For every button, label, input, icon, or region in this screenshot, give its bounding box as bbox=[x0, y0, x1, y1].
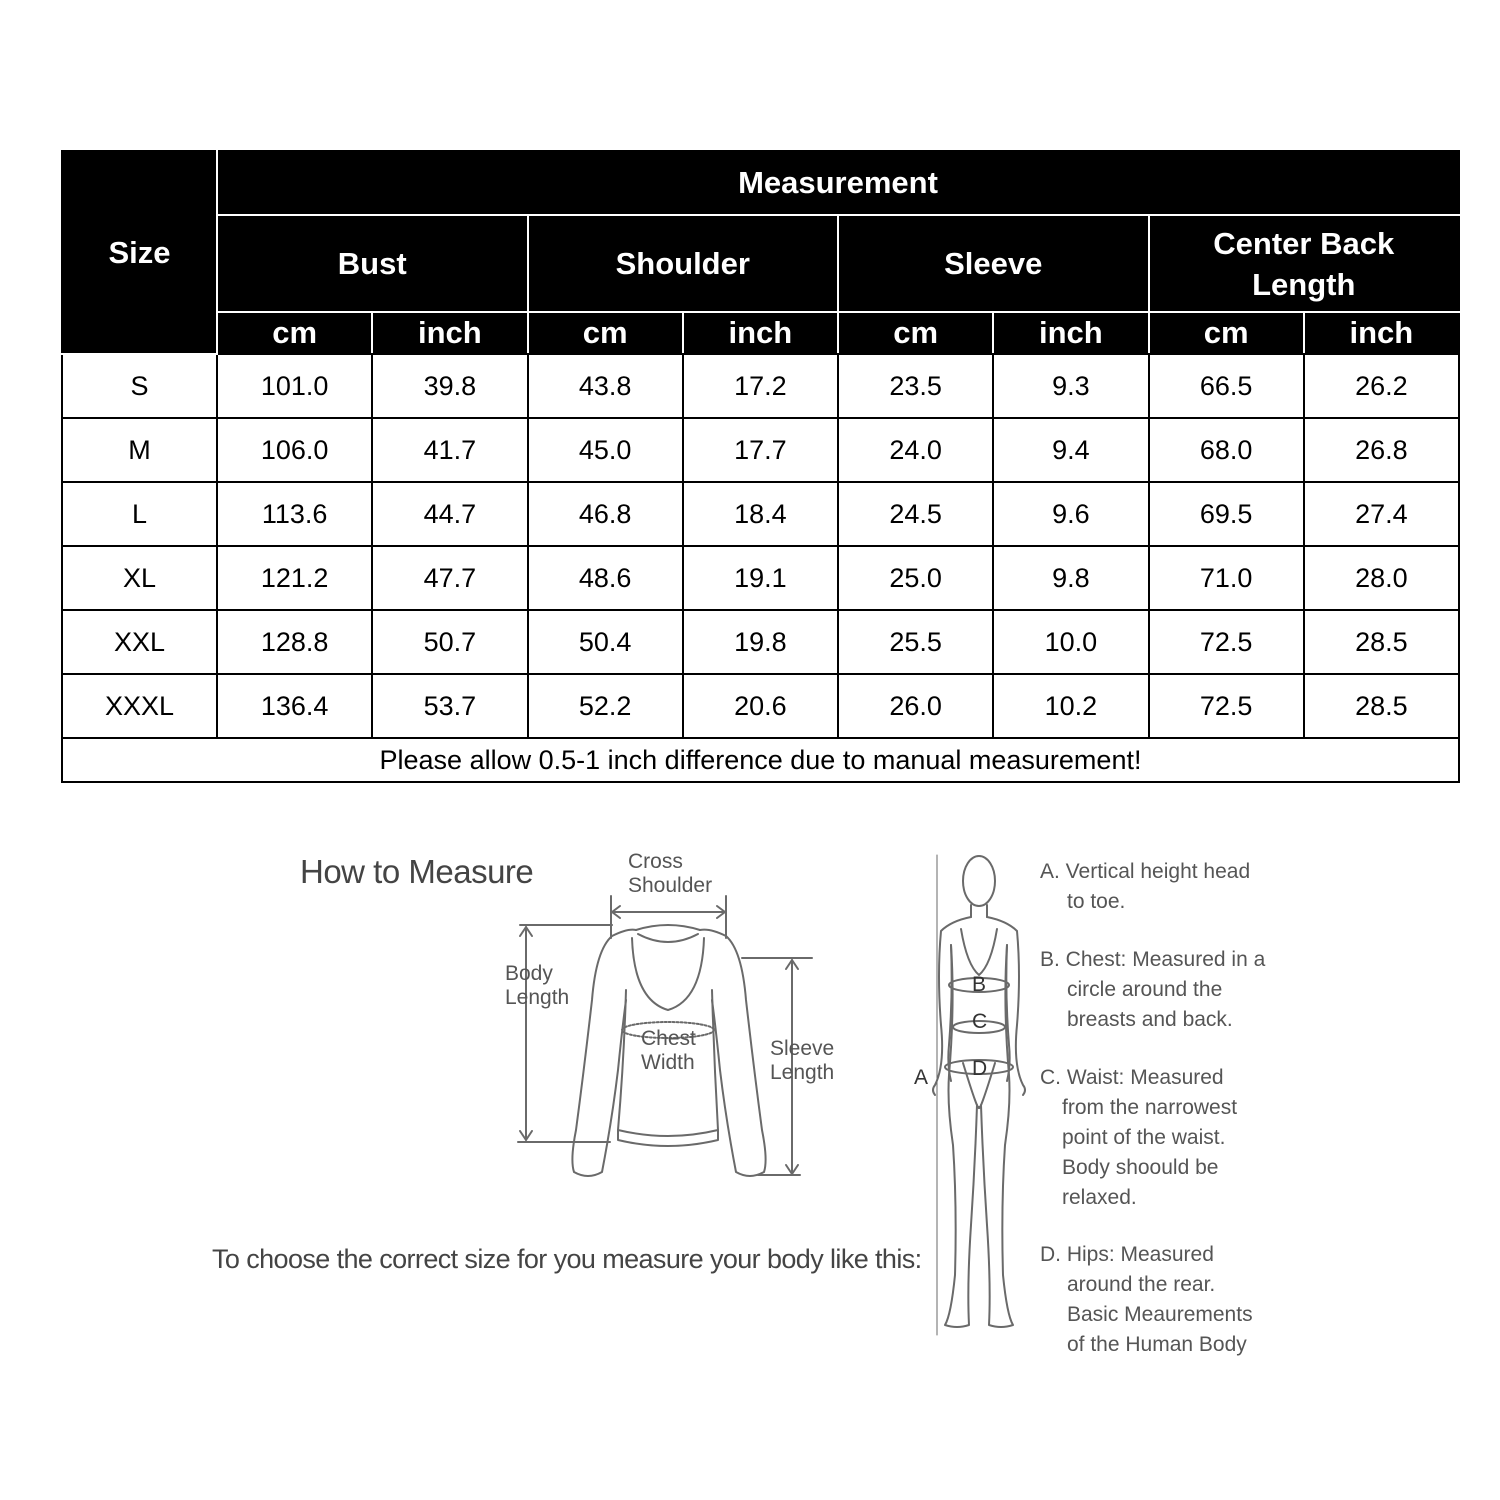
sleeve-header: Sleeve bbox=[838, 215, 1149, 312]
how-to-measure-title: How to Measure bbox=[300, 853, 534, 890]
measurement-cell: 10.0 bbox=[993, 610, 1148, 674]
measurement-cell: 121.2 bbox=[217, 546, 372, 610]
size-header: Size bbox=[62, 151, 217, 354]
measurement-cell: 128.8 bbox=[217, 610, 372, 674]
measurement-cell: 46.8 bbox=[528, 482, 683, 546]
measurement-cell: 24.0 bbox=[838, 418, 993, 482]
measurement-cell: 19.1 bbox=[683, 546, 838, 610]
measurement-cell: 136.4 bbox=[217, 674, 372, 738]
measurement-cell: 20.6 bbox=[683, 674, 838, 738]
table-row bbox=[62, 546, 1459, 610]
table-row bbox=[62, 674, 1459, 738]
figure-letter-c: C bbox=[972, 1010, 988, 1033]
cross-shoulder-label: Cross Shoulder bbox=[628, 850, 713, 897]
measurement-cell: 9.4 bbox=[993, 418, 1148, 482]
unit-header: cm bbox=[217, 312, 372, 354]
note-hips: D. Hips: Measured around the rear. Basic Meaurements of the Human Body bbox=[1040, 1243, 1253, 1356]
size-cell: XL bbox=[62, 546, 217, 610]
measurement-cell: 24.5 bbox=[838, 482, 993, 546]
measurement-disclaimer: Please allow 0.5-1 inch difference due to manual measurement! bbox=[62, 738, 1459, 782]
measurement-cell: 47.7 bbox=[372, 546, 527, 610]
measurement-cell: 50.4 bbox=[528, 610, 683, 674]
human-body-diagram-icon bbox=[905, 845, 1035, 1345]
measurement-cell: 48.6 bbox=[528, 546, 683, 610]
table-row bbox=[62, 482, 1459, 546]
size-cell: S bbox=[62, 354, 217, 418]
unit-header: inch bbox=[372, 312, 527, 354]
body-length-label: Body Length bbox=[505, 962, 570, 1009]
measurement-cell: 45.0 bbox=[528, 418, 683, 482]
measurement-cell: 113.6 bbox=[217, 482, 372, 546]
size-cell: L bbox=[62, 482, 217, 546]
measurement-cell: 41.7 bbox=[372, 418, 527, 482]
unit-header: cm bbox=[1149, 312, 1304, 354]
measurement-cell: 43.8 bbox=[528, 354, 683, 418]
measurement-cell: 9.8 bbox=[993, 546, 1148, 610]
bust-header: Bust bbox=[217, 215, 528, 312]
measurement-cell: 44.7 bbox=[372, 482, 527, 546]
measurement-cell: 26.0 bbox=[838, 674, 993, 738]
chest-width-label: Chest Width bbox=[641, 1027, 696, 1074]
measurement-cell: 106.0 bbox=[217, 418, 372, 482]
shoulder-header: Shoulder bbox=[528, 215, 839, 312]
measurement-header: Measurement bbox=[217, 151, 1459, 215]
measurement-cell: 101.0 bbox=[217, 354, 372, 418]
unit-header: inch bbox=[1304, 312, 1459, 354]
measurement-cell: 23.5 bbox=[838, 354, 993, 418]
unit-header: cm bbox=[838, 312, 993, 354]
measurement-cell: 9.3 bbox=[993, 354, 1148, 418]
table-row bbox=[62, 418, 1459, 482]
size-cell: M bbox=[62, 418, 217, 482]
unit-header: inch bbox=[683, 312, 838, 354]
measurement-cell: 27.4 bbox=[1304, 482, 1459, 546]
table-row bbox=[62, 610, 1459, 674]
size-cell: XXL bbox=[62, 610, 217, 674]
note-waist: C. Waist: Measured from the narrowest point of the waist. Body shoould be relaxed. bbox=[1040, 1066, 1238, 1209]
measure-instruction: To choose the correct size for you measure your body like this: bbox=[212, 1244, 922, 1274]
measurement-cell: 10.2 bbox=[993, 674, 1148, 738]
note-chest: B. Chest: Measured in a circle around the breasts and back. bbox=[1040, 948, 1266, 1031]
measurement-cell: 66.5 bbox=[1149, 354, 1304, 418]
figure-letter-a: A bbox=[914, 1066, 929, 1089]
measurement-cell: 68.0 bbox=[1149, 418, 1304, 482]
measurement-cell: 52.2 bbox=[528, 674, 683, 738]
measurement-cell: 28.0 bbox=[1304, 546, 1459, 610]
figure-letter-b: B bbox=[972, 973, 987, 996]
measurement-cell: 17.2 bbox=[683, 354, 838, 418]
measurement-cell: 9.6 bbox=[993, 482, 1148, 546]
measurement-cell: 72.5 bbox=[1149, 610, 1304, 674]
measurement-cell: 50.7 bbox=[372, 610, 527, 674]
measurement-cell: 26.2 bbox=[1304, 354, 1459, 418]
unit-header: inch bbox=[993, 312, 1148, 354]
measurement-cell: 53.7 bbox=[372, 674, 527, 738]
table-row bbox=[62, 354, 1459, 418]
size-cell: XXXL bbox=[62, 674, 217, 738]
measurement-cell: 26.8 bbox=[1304, 418, 1459, 482]
measurement-cell: 28.5 bbox=[1304, 674, 1459, 738]
measurement-cell: 71.0 bbox=[1149, 546, 1304, 610]
measurement-cell: 18.4 bbox=[683, 482, 838, 546]
measurement-cell: 69.5 bbox=[1149, 482, 1304, 546]
measurement-cell: 39.8 bbox=[372, 354, 527, 418]
figure-letter-d: D bbox=[972, 1057, 988, 1080]
size-chart-table bbox=[61, 150, 1460, 783]
sleeve-length-label: Sleeve Length bbox=[770, 1037, 835, 1084]
measurement-cell: 25.5 bbox=[838, 610, 993, 674]
measurement-cell: 28.5 bbox=[1304, 610, 1459, 674]
center-back-length-header: Center Back Length bbox=[1149, 215, 1460, 312]
unit-header: cm bbox=[528, 312, 683, 354]
note-height: A. Vertical height head to toe. bbox=[1040, 860, 1251, 913]
measurement-cell: 25.0 bbox=[838, 546, 993, 610]
measurement-cell: 17.7 bbox=[683, 418, 838, 482]
measurement-cell: 72.5 bbox=[1149, 674, 1304, 738]
measurement-cell: 19.8 bbox=[683, 610, 838, 674]
